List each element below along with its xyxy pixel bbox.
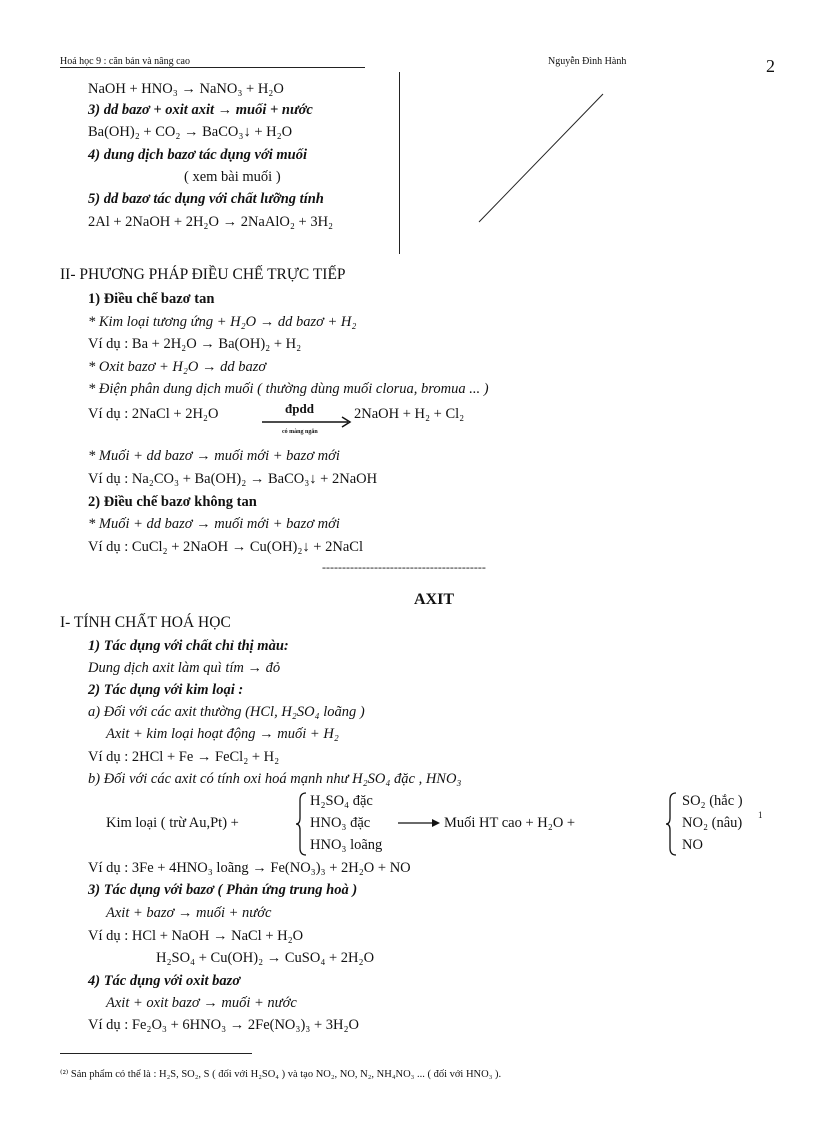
diagonal-line xyxy=(475,90,610,225)
separator-line: ----------------------------------------- xyxy=(322,560,486,574)
eq-baoh2-co2: Ba(OH)₂ + CO₂ → BaCO₃↓ + H₂O xyxy=(88,124,293,140)
acid-h2so4-dac: H₂SO₄ đặc xyxy=(310,793,373,809)
column-divider xyxy=(399,72,400,254)
sub-soluble-base: 1) Điều chế bazơ tan xyxy=(88,291,215,307)
eq-al-naoh: 2Al + 2NaOH + 2H₂O → 2NaAlO₂ + 3H₂ xyxy=(88,214,334,230)
page-number: 2 xyxy=(766,56,775,76)
prop-metal-b-example: Ví dụ : 3Fe + 4HNO₃ loãng → Fe(NO₃)₃ + 2H₂O + NO xyxy=(88,860,411,876)
example-cucl2: Ví dụ : CuCl₂ + 2NaOH → Cu(OH)₂↓ + 2NaCl xyxy=(88,539,363,555)
heading-base-acid-oxide: 3) dd bazơ + oxit axit → muối + nước xyxy=(88,102,313,118)
electrolysis-arrow xyxy=(262,416,354,428)
prop-indicator: 1) Tác dụng với chất chỉ thị màu: xyxy=(88,638,289,654)
section-title-preparation: II- PHƯƠNG PHÁP ĐIỀU CHẾ TRỰC TIẾP xyxy=(60,266,346,283)
scheme-metal-left: Kim loại ( trừ Au,Pt) + xyxy=(106,815,239,831)
prop-base-example-2: H₂SO₄ + Cu(OH)₂ → CuSO₄ + 2H₂O xyxy=(156,950,375,966)
prop-indicator-text: Dung dịch axit làm quì tím → đỏ xyxy=(88,660,281,676)
prop-metal-a-eq: Axit + kim loại hoạt động → muối + H₂ xyxy=(106,726,339,742)
example-na2co3: Ví dụ : Na₂CO₃ + Ba(OH)₂ → BaCO₃↓ + 2NaOH xyxy=(88,471,378,487)
section-title-chemical-properties: I- TÍNH CHẤT HOÁ HỌC xyxy=(60,614,231,631)
footnote-rule xyxy=(60,1053,252,1054)
note-see-salt: ( xem bài muối ) xyxy=(184,169,281,185)
rule-electrolysis: * Điện phân dung dịch muối ( thường dùng muối clorua, bromua ... ) xyxy=(88,381,489,397)
rule-salt-base-2: * Muối + dd bazơ → muối mới + bazơ mới xyxy=(88,516,340,532)
prop-oxide: 4) Tác dụng với oxit bazơ xyxy=(88,973,241,989)
prop-base-example-1: Ví dụ : HCl + NaOH → NaCl + H₂O xyxy=(88,928,304,944)
heading-base-salt: 4) dung dịch bazơ tác dụng với muối xyxy=(88,147,307,163)
rule-oxide-water: * Oxit bazơ + H₂O → dd bazơ xyxy=(88,359,267,375)
prop-metal-a: a) Đối với các axit thường (HCl, H₂SO₄ loãng ) xyxy=(88,704,365,720)
acid-hno3-loang: HNO₃ loãng xyxy=(310,837,383,853)
header-author: Nguyễn Đình Hành xyxy=(548,56,627,67)
prop-base: 3) Tác dụng với bazơ ( Phản ứng trung hoà ) xyxy=(88,882,358,898)
footnote-text: ⁽²⁾ Sản phẩm có thể là : H₂S, SO₂, S ( đối với H₂SO₄ ) và tạo NO₂, NO, N₂, NH₄NO₃ ... ( đối với HNO₃ ). xyxy=(60,1069,502,1080)
eq-neutralization: NaOH + HNO₃ → NaNO₃ + H₂O xyxy=(88,81,284,97)
sub-insoluble-base: 2) Điều chế bazơ không tan xyxy=(88,494,257,510)
gas-so2: SO₂ (hắc ) xyxy=(682,793,743,809)
arrow-label-dpdd: đpdd xyxy=(285,401,314,416)
scheme-arrow xyxy=(398,817,442,829)
left-brace xyxy=(296,792,308,856)
prop-base-eq: Axit + bazơ → muối + nước xyxy=(106,905,272,921)
prop-metal-a-example: Ví dụ : 2HCl + Fe → FeCl₂ + H₂ xyxy=(88,749,280,765)
gas-no: NO xyxy=(682,837,703,853)
acid-hno3-dac: HNO₃ đặc xyxy=(310,815,371,831)
example-electrolysis-right: 2NaOH + H₂ + Cl₂ xyxy=(354,406,465,422)
header-underline xyxy=(60,67,365,68)
footnote-mark: 1 xyxy=(758,810,763,820)
gas-no2: NO₂ (nâu) xyxy=(682,815,743,831)
prop-oxide-eq: Axit + oxit bazơ → muối + nước xyxy=(106,995,297,1011)
example-electrolysis-left: Ví dụ : 2NaCl + 2H₂O xyxy=(88,406,219,422)
header-left: Hoá học 9 : căn bản và nâng cao xyxy=(60,56,190,67)
heading-base-amphoteric: 5) dd bazơ tác dụng với chất lưỡng tính xyxy=(88,191,324,207)
right-brace xyxy=(666,792,678,856)
rule-salt-base: * Muối + dd bazơ → muối mới + bazơ mới xyxy=(88,448,340,464)
example-ba-water: Ví dụ : Ba + 2H₂O → Ba(OH)₂ + H₂ xyxy=(88,336,302,352)
rule-metal-water: * Kim loại tương ứng + H₂O → dd bazơ + H₂ xyxy=(88,314,357,330)
arrow-label-membrane: có màng ngăn xyxy=(282,429,318,435)
scheme-product: Muối HT cao + H₂O + xyxy=(444,815,576,831)
prop-oxide-example: Ví dụ : Fe₂O₃ + 6HNO₃ → 2Fe(NO₃)₃ + 3H₂O xyxy=(88,1017,360,1033)
chapter-title-axit: AXIT xyxy=(414,591,455,608)
prop-metal: 2) Tác dụng với kim loại : xyxy=(88,682,244,698)
prop-metal-b: b) Đối với các axit có tính oxi hoá mạnh như H₂SO₄ đặc , HNO₃ xyxy=(88,771,462,787)
